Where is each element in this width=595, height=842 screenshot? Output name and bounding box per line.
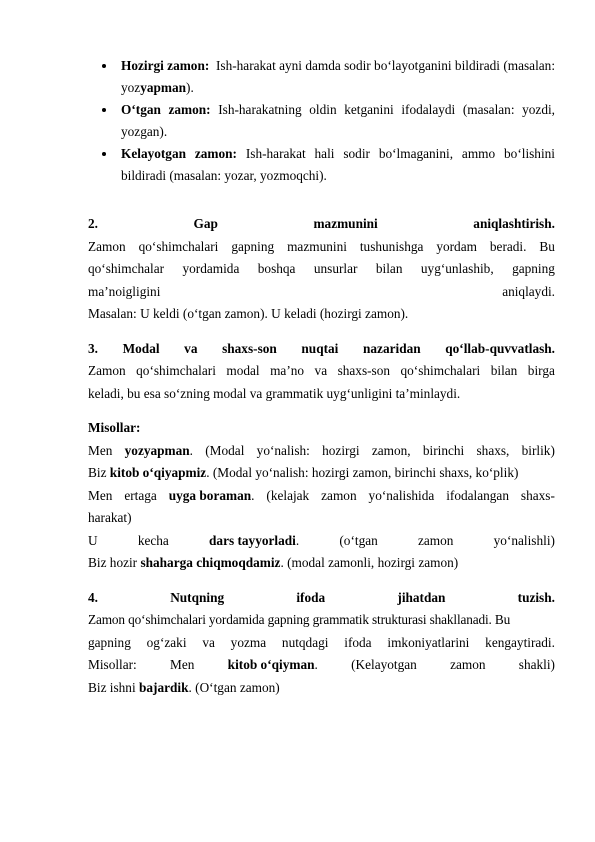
text-span: Bu [539,238,555,254]
text-span: nazaridan [363,340,421,356]
bullet-icon [102,64,106,68]
section-heading [88,213,555,236]
text-span: yo‘nalishli) [493,532,555,548]
paragraph-line [88,632,555,655]
section-heading [88,587,555,610]
text-span: Men [88,442,113,458]
text-span: . (O‘tgan zamon) [188,679,280,695]
text-span: shaxs-son [222,340,277,356]
text-span: zamon, [371,442,411,458]
text-span: Men [170,657,195,672]
text-span: birlik) [521,442,555,458]
text-span: shaharga chiqmoqdamiz [140,555,281,570]
text-span: shaxs- [520,487,555,503]
paragraph-line [88,281,555,304]
text-span: shaxs-son [337,363,391,378]
example-line [88,440,555,463]
text-span: . (Modal yo‘nalish: hozirgi zamon, birinchi shaxs, ko‘plik) [206,465,519,480]
text-span: yo‘nalish: [256,442,310,458]
text-span: Zamon [88,238,126,254]
text-span: yordamida [182,261,240,276]
text-span: va [202,634,215,650]
text-span: yo‘nalishida [368,487,435,503]
text-span: gapning [512,261,555,276]
text-span: bilan [490,363,518,378]
text-span: yozma [230,634,267,650]
text-span: Gap [193,216,218,231]
text-span: ertaga [124,487,157,503]
text-span [125,440,193,463]
example-line [88,552,555,575]
text-span: gapning [231,238,275,254]
text-span: mazmunini [287,238,347,254]
text-span: Ish-harakat hali sodir bo‘lmaganini, ammo bo‘lishini bildiradi (masalan: yozar, yozmoqchi). [121,146,555,183]
text-span: Biz hozir [88,555,141,570]
text-span: shaxs, [476,442,510,458]
example-line [88,462,555,485]
text-span: ifodalangan [446,487,509,503]
text-span: mazmunini [313,216,378,231]
text-span: uyg‘unlashib, [420,261,494,276]
text-span: kengaytiradi. [485,634,555,650]
text-span: . [314,657,318,672]
text-span: boshqa [257,261,296,276]
example-line [88,485,555,508]
text-span: birga [527,363,555,378]
text-span: dars tayyorladi [209,532,296,548]
text-span: qo‘shimchalari [400,363,481,378]
text-span: bajardik [138,679,189,695]
text-span: Zamon [88,363,126,378]
text-span: uyga boraman [168,487,252,503]
examples-heading [88,417,555,440]
text-span: unsurlar [313,261,358,276]
paragraph-line [88,236,555,259]
text-span: Misollar: [88,420,141,435]
text-span: Nutqning [170,589,225,605]
text-span: Modal [122,340,160,356]
text-span: . (modal zamonli, hozirgi zamon) [280,555,459,570]
paragraph-line [88,654,555,677]
text-span: 2. [88,216,98,231]
bullet-icon [102,108,106,112]
text-span: ma’no [270,363,305,378]
text-span: birinchi [422,442,465,458]
text-span: yozyapman [124,442,190,458]
text-span: zamon [417,532,454,548]
text-span: kitob o‘qiyapmiz [109,465,207,480]
text-span [228,654,318,677]
text-span: qo‘shimchalar [88,261,165,276]
text-span: ifoda [296,589,326,605]
paragraph-line: keladi, bu esa so‘zning modal va grammatik uyg‘unligini ta’minlaydi. [88,385,461,401]
text-span: bilan [375,261,403,276]
text-span: . [251,487,255,503]
example-line [88,530,555,553]
text-span: 3. [88,340,98,356]
text-span: yapman [140,80,187,95]
text-span: hozirgi [322,442,360,458]
text-span: ma’noigligini [88,283,161,299]
text-span: zamon [450,657,486,672]
text-span: beradi. [489,238,527,254]
text-span: Ish-harakatning oldin ketganini ifodalaydi (masalan: yozdi, yozgan). [121,102,556,139]
paragraph-line [88,258,555,281]
list-item [100,55,555,99]
list-item [100,143,555,187]
text-span: O‘tgan zamon: [121,102,211,117]
section-heading [88,338,555,361]
text-span: (Modal [205,442,245,458]
text-span: imkoniyatlarini [387,634,470,650]
text-span: qo‘shimchalari [136,363,216,378]
text-span: (Kelayotgan [351,657,417,672]
text-span: aniqlashtirish. [473,216,555,231]
paragraph-line: Zamon qo‘shimchalari yordamida gapning grammatik strukturasi shakllanadi. Bu [88,612,511,627]
text-span: 4. [88,589,98,605]
text-span: tushunishga [359,238,424,254]
text-span: kitob o‘qiyman [227,657,315,672]
text-span: va [314,363,328,378]
paragraph-line: Masalan: U keldi (o‘tgan zamon). U keladi (hozirgi zamon). [88,306,409,321]
text-span: U [88,532,98,548]
text-span: . [189,442,193,458]
text-span: zamon [321,487,357,503]
text-span: yordam [436,238,477,254]
text-span: tuzish. [517,589,555,605]
text-span [209,530,299,553]
text-span: ifoda [344,634,372,650]
text-span: qo‘llab-quvvatlash. [445,340,555,356]
text-span: Men [88,487,113,503]
text-span: modal [226,363,260,378]
text-span: og‘zaki [146,634,187,650]
text-span: nutqdagi [281,634,329,650]
bullet-icon [102,152,106,156]
paragraph-line [88,677,555,700]
text-span: kecha [137,532,169,548]
text-span: shakli) [518,657,555,672]
text-span: (kelajak [266,487,310,503]
text-span: Misollar: [88,657,137,672]
tense-list [100,55,555,187]
text-span [169,485,255,508]
list-item [100,99,555,143]
text-span: gapning [88,634,131,650]
text-span: va [184,340,198,356]
text-span: qo‘shimchalari [138,238,219,254]
text-span: aniqlaydi. [502,283,555,299]
text-span: . [295,532,300,548]
text-span: ). [186,80,194,95]
text-span: (o‘tgan [339,532,378,548]
paragraph-line [88,360,555,383]
text-span: Biz ishni [88,679,139,695]
document-body [88,213,555,699]
text-span: Biz [88,465,107,480]
text-span: nuqtai [301,340,339,356]
text-span: Hozirgi zamon: [121,58,210,73]
text-span: Kelayotgan zamon: [121,146,237,161]
text-span: Ish-harakat ayni damda sodir bo‘layotganini bildiradi (masalan: yoz [121,58,556,95]
text-span: jihatdan [397,589,446,605]
example-line: harakat) [88,510,132,525]
